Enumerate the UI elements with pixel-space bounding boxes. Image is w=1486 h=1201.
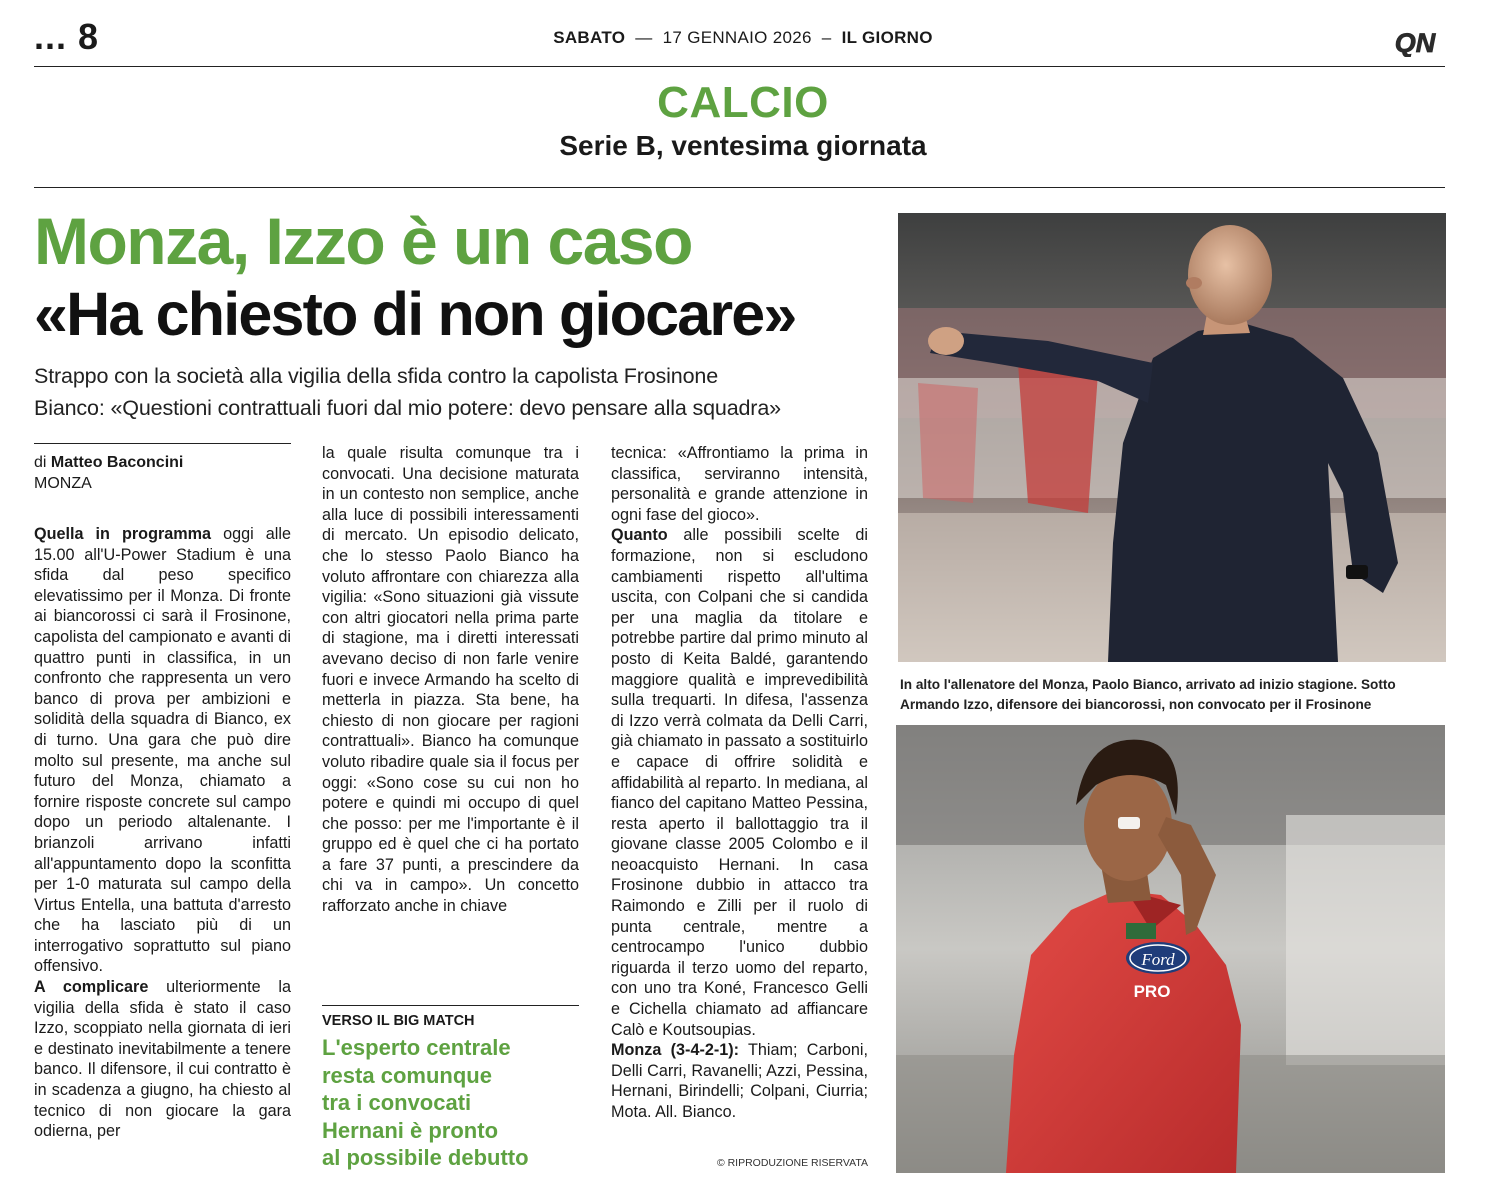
qn-logo <box>1385 27 1445 57</box>
paragraph-text: alle possibili scelte di formazione, non si escludono cambiamenti rispetto all'ultima uscita, con Colpani che si candida per una maglia da titolare e potrebbe partire dal primo minuto al posto di Keita Baldé, garantendo maggiore qualità e imprevedibilità sulla trequarti. In difesa, l'assenza di Izzo verrà colmata da Delli Carri, già chiamato in passato a sostituirlo e capace di offrire solidità e affidabilità al reparto. In mediana, al fianco del capitano Matteo Pessina, resta aperto il ballottaggio tra il giovane classe 2005 Colombo e il neoacquisto Hernani. In casa Frosinone dubbio in attacco tra Raimondo e Zilli per il ruolo di punta centrale, mentre a centrocampo l'unico dubbio riguarda il terzo uomo del reparto, con uno tra Koné, Francesco Gelli e Cichella chiamato ad affiancare Calò e Koutsoupias. <box>611 526 868 1039</box>
pullquote-line: tra i convocati <box>322 1090 472 1115</box>
pullquote-line: al possibile debutto <box>322 1145 529 1170</box>
lead-in: Monza (3-4-2-1): <box>611 1041 740 1060</box>
box-kicker: VERSO IL BIG MATCH <box>322 1013 475 1029</box>
pullquote-line: L'esperto centrale <box>322 1035 511 1060</box>
section-rule <box>34 187 1445 188</box>
article-column-1 <box>34 524 291 1142</box>
headline-line2: «Ha chiesto di non giocare» <box>34 280 796 348</box>
section-title: CALCIO <box>657 78 829 127</box>
deck-line1: Strappo con la società alla vigilia della sfida contro la capolista Frosinone <box>34 364 719 388</box>
article-column-2 <box>322 443 579 917</box>
paragraph-text: tecnica: «Affrontiamo la prima in classifica, serviranno intensità, personalità e grande attenzione in ogni fase del gioco». <box>611 444 868 524</box>
paragraph-text: oggi alle 15.00 all'U-Power Stadium è una sfida dal peso specifico elevatissimo per il Monza. Di fronte ai biancorossi ci sarà il Frosinone, capolista del campionato e avanti di quattro punti in classifica, in un confronto che rappresenta un vero banco di prova per ambizioni e solidità della squadra di Bianco, ex di turno. Una gara che può dire molto sul presente, ma anche sul futuro del Monza, chiamato a fornire risposte concrete sul campo dopo un periodo altalenante. I brianzoli arrivano infatti all'appuntamento dopo la sconfitta per 1-0 maturata sul campo della Virtus Entella, una battuta d'arresto che ha lasciato più di un interrogativo soprattutto sul piano offensivo. <box>34 525 292 976</box>
qn-logo-graphic <box>1385 27 1445 57</box>
masthead-date: 17 GENNAIO 2026 <box>662 28 812 47</box>
article-column-3 <box>611 443 868 1123</box>
byline-prefix: di <box>34 454 47 471</box>
lead-in: A complicare <box>34 978 149 997</box>
byline-location: MONZA <box>34 475 92 492</box>
photo-coach <box>898 213 1446 662</box>
lead-in: Quanto <box>611 526 668 545</box>
deck-line2: Bianco: «Questioni contrattuali fuori dal mio potere: devo pensare alla squadra» <box>34 396 781 420</box>
paragraph <box>611 525 868 1040</box>
header-rule <box>34 66 1445 67</box>
lead-in: Quella in programma <box>34 525 212 543</box>
photo-sponsor-sub: PRO <box>1133 982 1171 1001</box>
caption-line1: In alto l'allenatore del Monza, Paolo Bianco, arrivato ad inizio stagione. Sotto <box>900 677 1396 692</box>
paragraph <box>34 524 291 977</box>
byline-author-line <box>34 452 291 473</box>
copyright-notice: © RIPRODUZIONE RISERVATA <box>716 1157 868 1169</box>
byline-author: Matteo Baconcini <box>50 454 184 471</box>
pullquote-line: Hernani è pronto <box>322 1117 499 1143</box>
paragraph <box>34 977 291 1142</box>
photo-caption <box>900 675 1445 715</box>
photo-izzo <box>896 725 1445 1173</box>
qn-logo-text: QN <box>1394 28 1436 57</box>
headline-line1: Monza, Izzo è un caso <box>34 204 692 278</box>
masthead-day: SABATO <box>553 28 626 47</box>
photo-izzo-image <box>896 725 1445 1173</box>
masthead-newspaper: IL GIORNO <box>841 28 933 47</box>
box-pullquote <box>322 1034 579 1172</box>
paragraph-text: Thiam; Carboni, Delli Carri, Ravanelli; Azzi, Pessina, Hernani, Birindelli; Colpani, Ciurria; Mota. All. Bianco. <box>611 1041 868 1121</box>
masthead <box>0 28 1486 48</box>
section-subtitle: Serie B, ventesima giornata <box>559 130 927 161</box>
photo-sponsor-text: Ford <box>1141 950 1175 969</box>
byline <box>34 452 291 494</box>
page-number: ... 8 <box>34 16 100 57</box>
box-rule <box>322 1005 579 1006</box>
masthead-sep2: – <box>816 28 837 47</box>
paragraph <box>611 1040 868 1122</box>
paragraph-text: ulteriormente la vigilia della sfida è stato il caso Izzo, scoppiato nella giornata di ieri e destinato inevitabilmente a tenere banco. Il difensore, il cui contratto è in scadenza a giugno, ha chiesto al tecnico di non giocare la gara odierna, per <box>34 978 292 1141</box>
paragraph-text: la quale risulta comunque tra i convocati. Una decisione maturata in un contesto non semplice, anche alla luce di possibili interessamenti di mercato. Un episodio delicato, che lo stesso Paolo Bianco ha voluto affrontare con chiarezza alla vigilia: «Sono situazioni già vissute con altri giocatori nella prima parte di stagione, ma i diretti interessati avevano deciso di non farle venire fuori e invece Armando ha scelto di metterla in piazza. Sta bene, ha chiesto di non giocare per ragioni contrattuali». Bianco ha comunque voluto ribadire quale sia il focus per oggi: «Sono cose su cui non ho potere e quindi mi occupo di quel che posso: per me l'importante è il gruppo ed è quel che ci ha portato a fare 37 punti, a prescindere da chi va in campo». Un concetto rafforzato anche in chiave <box>322 444 579 916</box>
caption-line2: Armando Izzo, difensore dei biancorossi, non convocato per il Frosinone <box>900 697 1372 712</box>
pullquote-line: resta comunque <box>322 1062 492 1088</box>
byline-rule <box>34 443 291 444</box>
masthead-sep1: — <box>630 28 658 47</box>
photo-coach-image <box>898 213 1446 662</box>
